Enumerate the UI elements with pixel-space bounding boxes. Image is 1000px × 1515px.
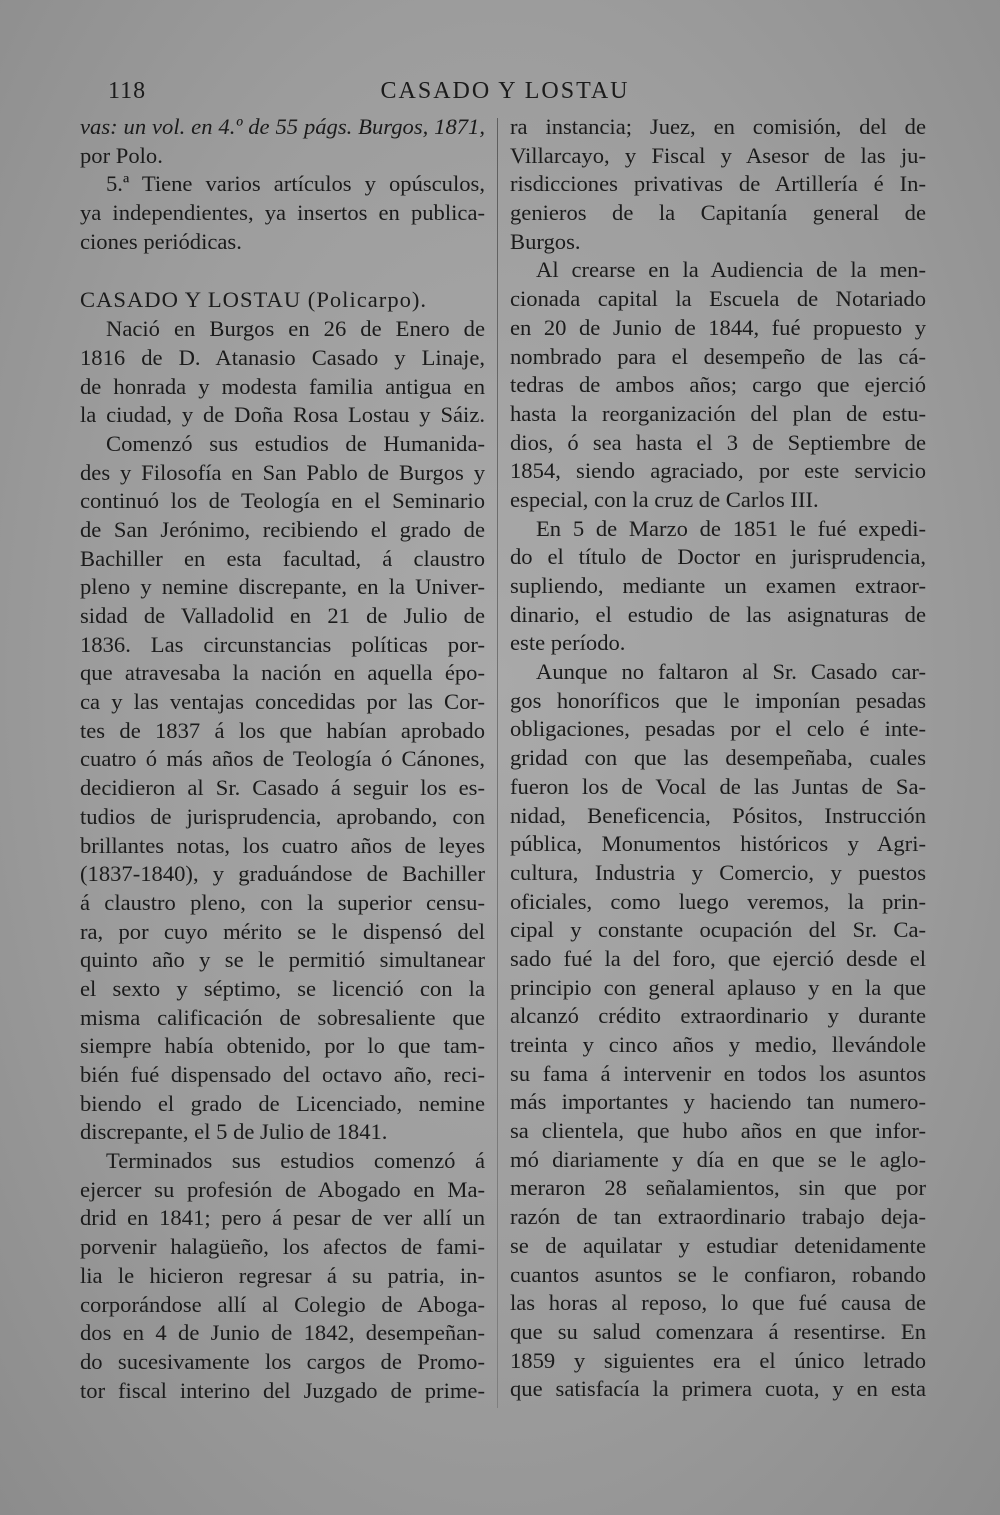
- text-line: el sexto y séptimo, se licenció con la: [80, 975, 485, 1001]
- text-line: Comenzó sus estudios de Humanida-: [106, 430, 485, 456]
- text-line: por Polo.: [80, 142, 163, 168]
- text-line: biendo el grado de Licenciado, nemine: [80, 1090, 485, 1116]
- text-line: se de aquilatar y estudiar detenidamente: [510, 1232, 926, 1258]
- text-line: sado fué la del foro, que ejerció desde el: [510, 945, 926, 971]
- right-column: [510, 113, 926, 1404]
- text-line: brillantes notas, los cuatro años de leyes: [80, 832, 485, 858]
- text-line: cipal y constante ocupación del Sr. Ca-: [510, 917, 926, 943]
- text-line: genieros de la Capitanía general de: [510, 200, 926, 226]
- text-line: dos en 4 de Junio de 1842, desempeñan-: [80, 1320, 485, 1346]
- text-line: que su salud comenzara á resentirse. En: [510, 1318, 926, 1344]
- text-line: nombrado para el desempeño de las cá-: [510, 343, 926, 369]
- text-line: Nació en Burgos en 26 de Enero de: [106, 316, 485, 342]
- text-line: ejercer su profesión de Abogado en Ma-: [80, 1176, 485, 1202]
- text-line: do sucesivamente los cargos de Promo-: [80, 1348, 485, 1374]
- running-title: CASADO Y LOSTAU: [380, 78, 630, 104]
- text-line: de San Jerónimo, recibiendo el grado de: [80, 516, 485, 542]
- text-line: sidad de Valladolid en 21 de Julio de: [80, 603, 485, 628]
- text-line: tes de 1837 á los que habían aprobado: [80, 717, 485, 743]
- text-line: su fama á intervenir en todos los asuntos: [510, 1060, 926, 1086]
- text-line: 1816 de D. Atanasio Casado y Linaje,: [80, 344, 485, 370]
- text-line: decidieron al Sr. Casado á seguir los es-: [80, 775, 485, 801]
- text-line: discrepante, el 5 de Julio de 1841.: [80, 1119, 388, 1145]
- text-line: do el título de Doctor en jurisprudencia,: [510, 544, 926, 570]
- text-line: cultura, Industria y Comercio, y puestos: [510, 859, 926, 885]
- text-line: ra instancia; Juez, en comisión, del de: [510, 114, 926, 139]
- text-line: treinta y cinco años y medio, llevándole: [510, 1032, 926, 1057]
- text-line: gridad con que las desempeñaba, cuales: [510, 745, 926, 771]
- text-line: siempre había obtenido, por lo que tam-: [80, 1033, 485, 1059]
- text-line: pública, Monumentos históricos y Agri-: [510, 831, 926, 857]
- text-line: corporándose allí al Colegio de Aboga-: [80, 1291, 485, 1317]
- text-line: Al crearse en la Audiencia de la men-: [536, 257, 926, 283]
- column-divider: [497, 118, 498, 1408]
- text-line: 1836. Las circunstancias políticas por-: [80, 631, 485, 657]
- text-line: vas: un vol. en 4.º de 55 págs. Burgos, 1871,: [80, 114, 485, 139]
- text-line: Bachiller en esta facultad, á claustro: [80, 545, 485, 571]
- text-line: cuatro ó más años de Teología ó Cánones,: [80, 746, 485, 772]
- text-line: ra, por cuyo mérito se le dispensó del: [80, 918, 485, 944]
- text-line: Burgos.: [510, 228, 581, 254]
- text-line: la ciudad, y de Doña Rosa Lostau y Sáiz.: [80, 402, 485, 428]
- text-line: Aunque no faltaron al Sr. Casado car-: [536, 659, 926, 685]
- text-line: cuantos asuntos se le confiaron, robando: [510, 1261, 926, 1287]
- text-line: alcanzó crédito extraordinario y durante: [510, 1003, 926, 1029]
- text-line: razón de tan extraordinario trabajo deja-: [510, 1204, 926, 1230]
- left-column: [80, 113, 485, 1405]
- running-head: [80, 72, 930, 112]
- entry-heading: CASADO Y LOSTAU (Policarpo).: [80, 287, 428, 313]
- text-line: oficiales, como luego veremos, la prin-: [510, 888, 926, 914]
- text-line: (1837-1840), y graduándose de Bachiller: [80, 861, 485, 887]
- text-line: especial, con la cruz de Carlos III.: [510, 486, 819, 512]
- text-line: risdicciones privativas de Artillería é In-: [510, 171, 926, 197]
- text-line: meraron 28 señalamientos, sin que por: [510, 1175, 926, 1201]
- text-line: mó diariamente y día en que se le aglo-: [510, 1146, 926, 1172]
- text-line: 1859 y siguientes era el único letrado: [510, 1347, 926, 1373]
- text-line: continuó los de Teología en el Seminario: [80, 488, 485, 514]
- text-line: tor fiscal interino del Juzgado de prime-: [80, 1377, 485, 1403]
- text-line: tedras de ambos años; cargo que ejerció: [510, 372, 926, 398]
- text-line: Villarcayo, y Fiscal y Asesor de las ju-: [510, 142, 926, 168]
- text-line: quinto año y se le permitió simultanear: [80, 947, 485, 973]
- text-line: en 20 de Junio de 1844, fué propuesto y: [510, 314, 926, 340]
- text-line: principio con general aplauso y en la que: [510, 974, 926, 1000]
- page-number: 118: [108, 78, 147, 104]
- text-line: tudios de jurisprudencia, aprobando, con: [80, 803, 485, 829]
- text-line: ciones periódicas.: [80, 228, 242, 254]
- text-line: más importantes y haciendo tan numero-: [510, 1089, 926, 1115]
- text-line: lia le hicieron regresar á su patria, in-: [80, 1262, 485, 1288]
- text-line: gos honoríficos que le imponían pesadas: [510, 687, 926, 713]
- text-line: drid en 1841; pero á pesar de ver allí un: [80, 1205, 485, 1231]
- text-line: obligaciones, pesadas por el celo é inte-: [510, 716, 926, 742]
- text-line: que atravesaba la nación en aquella épo-: [80, 660, 485, 686]
- text-line: ya independientes, ya insertos en publica-: [80, 200, 485, 226]
- text-line: á claustro pleno, con la superior censu-: [80, 889, 485, 915]
- text-line: dinario, el estudio de las asignaturas de: [510, 601, 926, 627]
- text-line: 1854, siendo agraciado, por este servicio: [510, 458, 926, 484]
- text-line: las horas al reposo, lo que fué causa de: [510, 1290, 926, 1316]
- text-line: supliendo, mediante un examen extraor-: [510, 573, 926, 598]
- text-line: ca y las ventajas concedidas por las Cor-: [80, 689, 485, 715]
- text-line: 5.ª Tiene varios artículos y opúsculos,: [106, 171, 485, 197]
- text-line: cionada capital la Escuela de Notariado: [510, 286, 926, 312]
- text-line: nidad, Beneficencia, Pósitos, Instrucción: [510, 802, 926, 828]
- text-line: que satisfacía la primera cuota, y en esta: [510, 1376, 926, 1402]
- text-line: porvenir halagüeño, los afectos de fami-: [80, 1234, 485, 1260]
- text-line: bién fué dispensado del octavo año, reci-: [80, 1062, 485, 1087]
- text-line: misma calificación de sobresaliente que: [80, 1004, 485, 1030]
- text-line: sa clientela, que hubo años en que infor-: [510, 1118, 926, 1144]
- text-line: Terminados sus estudios comenzó á: [106, 1148, 485, 1174]
- text-line: pleno y nemine discrepante, en la Univer-: [80, 574, 485, 600]
- text-line: des y Filosofía en San Pablo de Burgos y: [80, 459, 485, 485]
- text-line: dios, ó sea hasta el 3 de Septiembre de: [510, 429, 926, 455]
- section-gap: [80, 256, 485, 286]
- text-line: En 5 de Marzo de 1851 le fué expedi-: [536, 515, 926, 541]
- text-line: de honrada y modesta familia antigua en: [80, 373, 485, 399]
- text-line: este período.: [510, 630, 626, 656]
- text-line: hasta la reorganización del plan de estu-: [510, 400, 926, 426]
- text-line: fueron los de Vocal de las Juntas de Sa-: [510, 773, 926, 799]
